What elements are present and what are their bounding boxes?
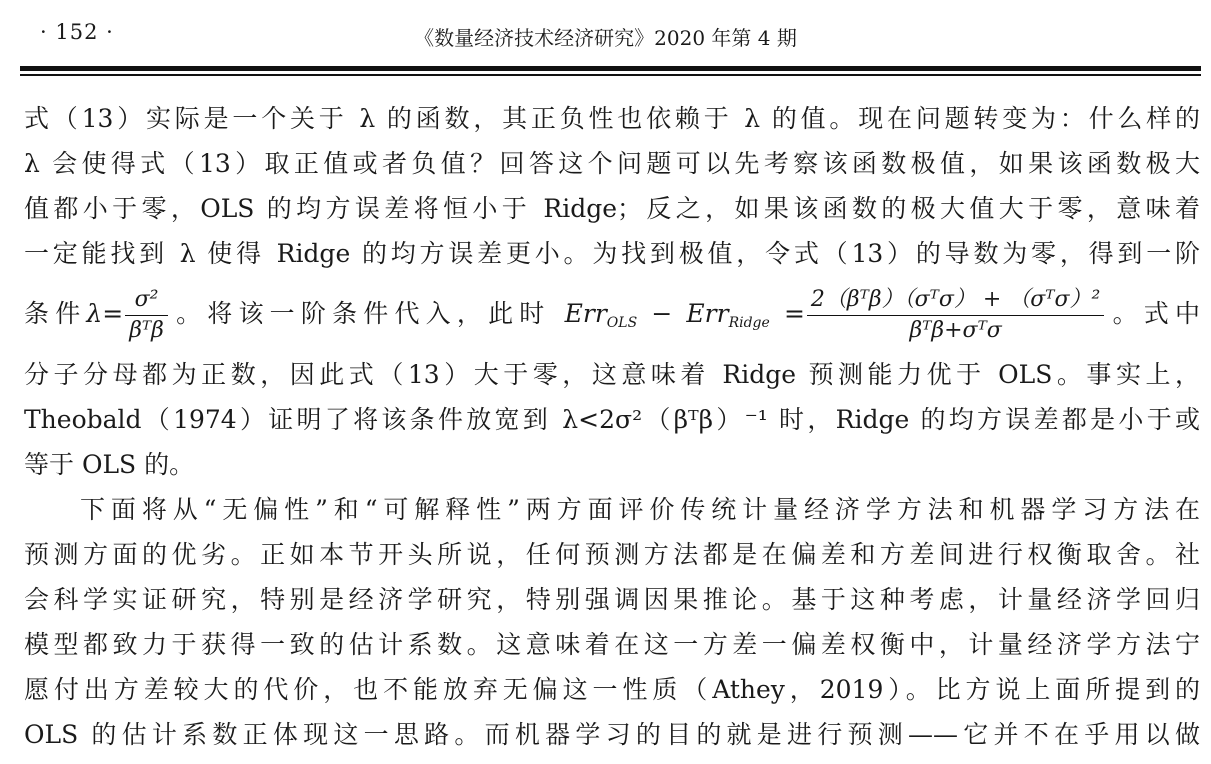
header-rule-thick [20,66,1201,71]
text-line: 式（13）实际是一个关于 λ 的函数，其正负性也依赖于 λ 的值。现在问题转变为：什么样的 [24,104,1200,133]
text-line: λ 会使得式（13）取正值或者负值？回答这个问题可以先考察该函数极值，如果该函数极大 [24,149,1200,178]
fraction-denominator: βᵀβ+σᵀσ [909,318,1002,343]
text-line: 下面将从“无偏性”和“可解释性”两方面评价传统计量经济学方法和机器学习方法在 [80,495,1200,524]
formula-middle-text: 。将该一阶条件代入，此时 [169,299,551,328]
formula-suffix: 。式中 [1106,299,1200,328]
text-line: OLS 的估计系数正体现这一思路。而机器学习的目的就是进行预测——它并不在乎用以做 [24,720,1200,749]
text-line: 等于 OLS 的。 [24,450,195,479]
journal-title: 《数量经济技术经济研究》2020 年第 4 期 [414,26,797,50]
equals-sign: = [769,299,805,328]
lambda-equals: λ= [86,299,124,328]
text-line: 预测方面的优劣。正如本节开头所说，任何预测方法都是在偏差和方差间进行权衡取舍。社 [24,540,1200,569]
article-body [24,96,1200,757]
text-line: 值都小于零，OLS 的均方误差将恒小于 Ridge；反之，如果该函数的极大值大于零，意味着 [24,194,1200,223]
first-order-condition-fraction [125,288,168,343]
text-line: 一定能找到 λ 使得 Ridge 的均方误差更小。为找到极值，令式（13）的导数为零，得到一阶 [24,239,1200,268]
minus-sign: − [637,299,687,328]
fraction-denominator: βᵀβ [129,318,164,343]
ols-subscript: OLS [606,315,638,331]
page-header [0,0,1211,80]
formula-line [24,276,1200,352]
ridge-subscript: Ridge [728,315,770,331]
page-number: · 152 · [40,20,114,44]
text-line: Theobald（1974）证明了将该条件放宽到 λ<2σ²（βᵀβ）⁻¹ 时，Ridge 的均方误差都是小于或 [24,405,1200,434]
header-rule-thin [20,74,1201,76]
err-symbol: Err [564,299,607,328]
text-line: 模型都致力于获得一致的估计系数。这意味着在这一方差一偏差权衡中，计量经济学方法宁 [24,630,1200,659]
fraction-numerator: σ² [125,288,168,316]
text-line: 分子分母都为正数，因此式（13）大于零，这意味着 Ridge 预测能力优于 OLS。事实上， [24,360,1200,389]
mse-difference-fraction [807,288,1104,343]
formula-prefix: 条件 [24,299,87,328]
text-line: 愿付出方差较大的代价，也不能放弃无偏这一性质（Athey，2019）。比方说上面所提到的 [24,675,1200,704]
fraction-numerator: 2（βᵀβ）（σᵀσ） + （σᵀσ）² [807,288,1104,316]
err-symbol: Err [686,299,729,328]
text-line: 会科学实证研究，特别是经济学研究，特别强调因果推论。基于这种考虑，计量经济学回归 [24,585,1200,614]
